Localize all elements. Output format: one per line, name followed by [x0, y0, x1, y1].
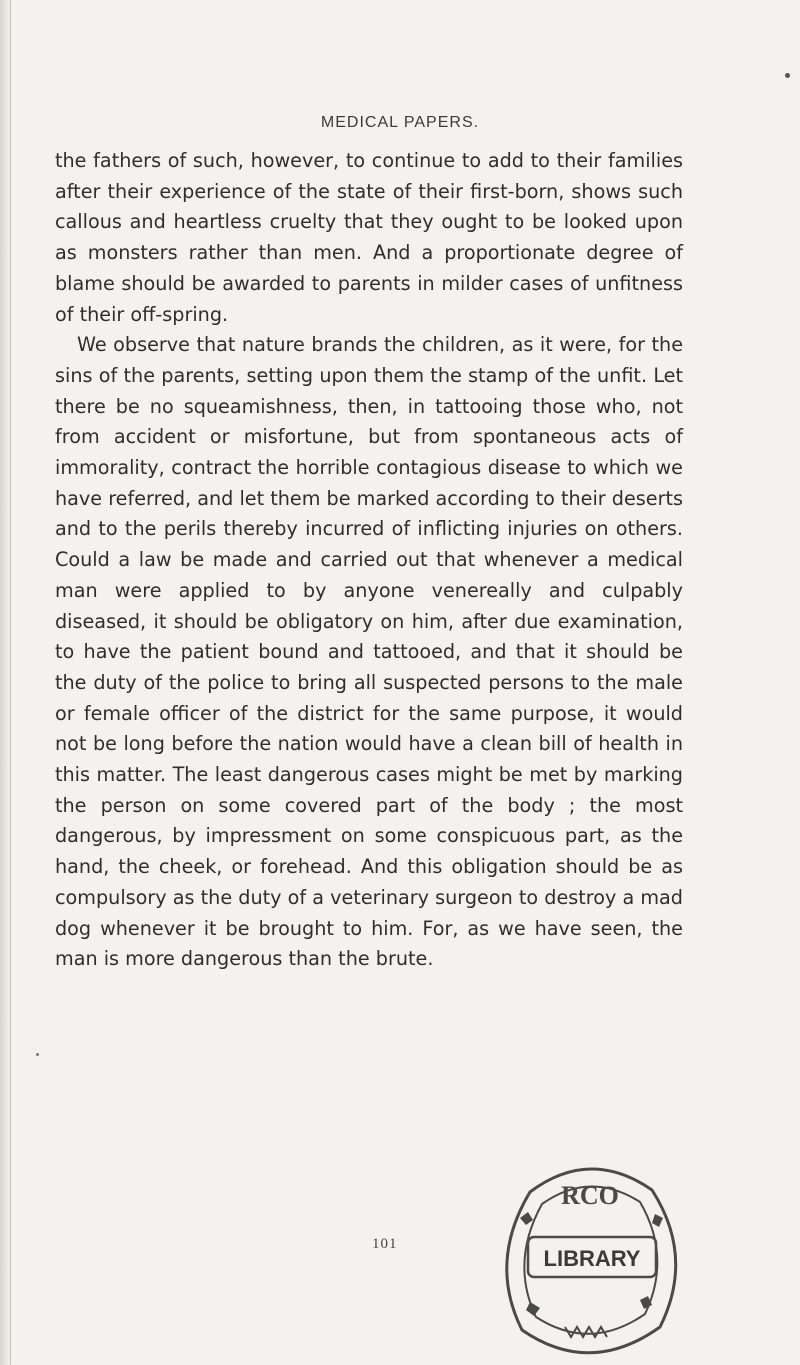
- page-body: [55, 146, 683, 975]
- library-stamp: [490, 1152, 690, 1365]
- stamp-crest-marks: [520, 1212, 663, 1337]
- stamp-top-text: RCO: [561, 1181, 619, 1210]
- stamp-center-text: LIBRARY: [543, 1246, 641, 1271]
- page-binding-line: [10, 0, 11, 1365]
- page-number: 101: [372, 1236, 398, 1252]
- scan-speck: [785, 73, 790, 78]
- running-head: MEDICAL PAPERS.: [320, 114, 480, 131]
- paragraph-continued: the fathers of such, however, to continue to add to their families after their experience of the state of their first-born, shows such callous and heartless cruelty that they ought to be looked upon as monsters rather than men. And a proportionate degree of blame should be awarded to parents in milder cases of unfitness of their off-spring.: [55, 149, 683, 326]
- scan-speck: [36, 1053, 39, 1056]
- paragraph: We observe that nature brands the children, as it were, for the sins of the parents, setting upon them the stamp of the unfit. Let there be no squeamishness, then, in tattooing those who, not from accident or misfortune, but from spontaneous acts of immorality, contract the horrible contagious disease to which we have referred, and let them be marked according to their deserts and to the perils thereby incurred of inflicting injuries on others. Could a law be made and carried out that whenever a medical man were applied to by anyone venereally and culpably diseased, it should be obligatory on him, after due examination, to have the patient bound and tattooed, and that it should be the duty of the police to bring all suspected persons to the male or female officer of the district for the same purpose, it would not be long before the nation would have a clean bill of health in this matter. The least dangerous cases might be met by marking the person on some covered part of the body ; the most dangerous, by impressment on some conspicuous part, as the hand, the cheek, or forehead. And this obligation should be as compulsory as the duty of a veterinary surgeon to destroy a mad dog whenever it be brought to him. For, as we have seen, the man is more dangerous than the brute.: [55, 333, 683, 971]
